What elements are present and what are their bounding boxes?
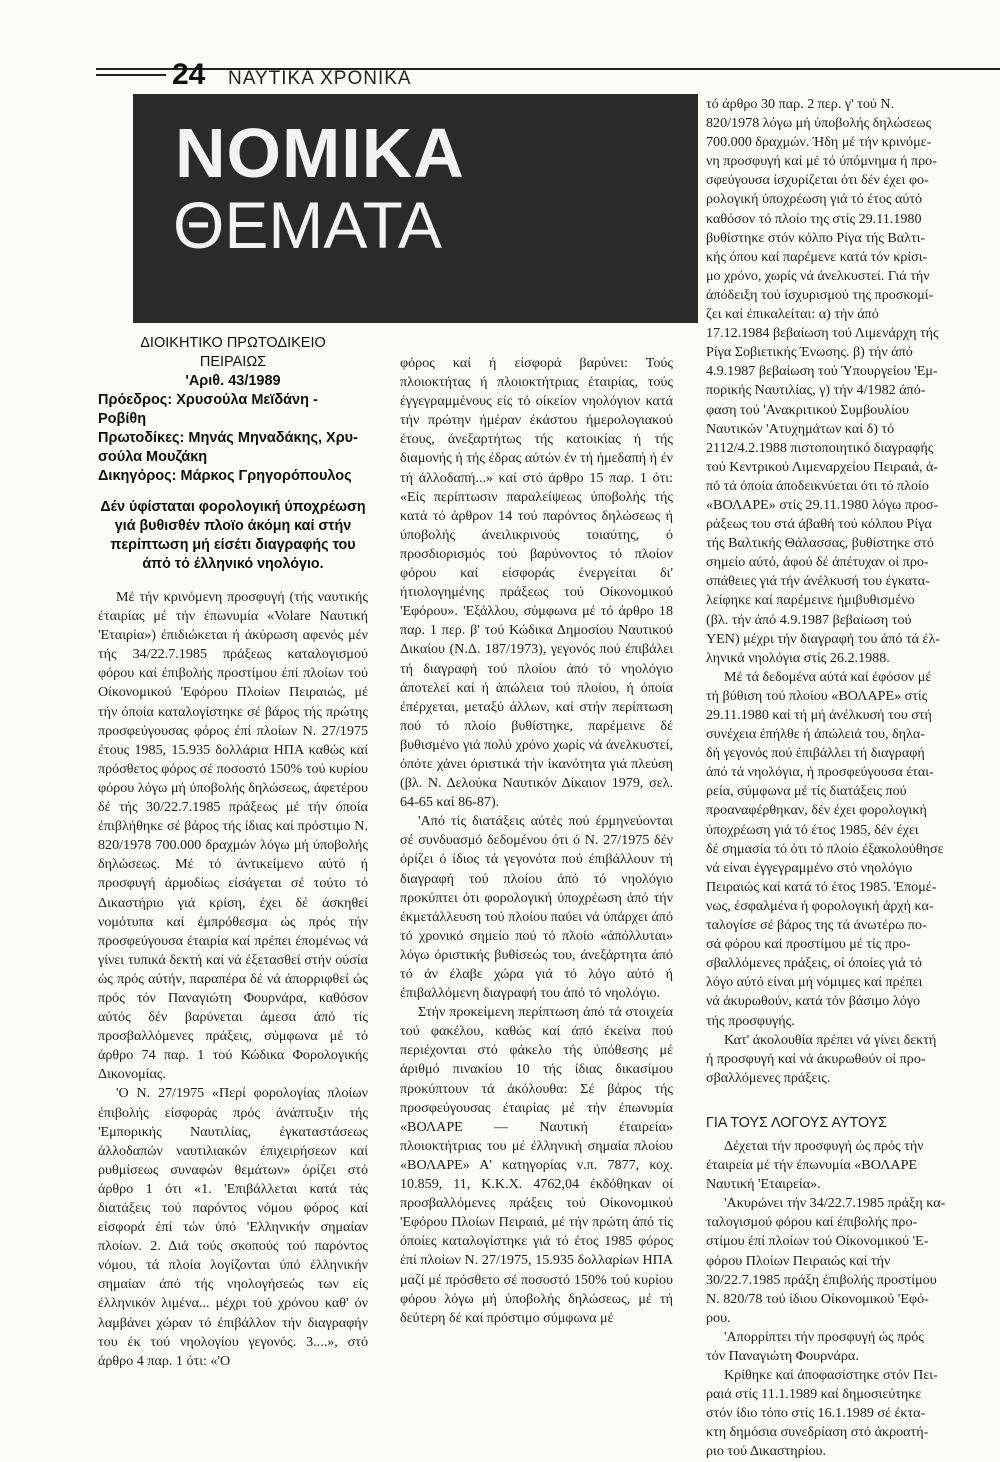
article-line: κής όπου καί παρέμενε κατά τόν κρίσι- <box>706 248 928 265</box>
article-line: 'Ακυρώνει τήν 34/22.7.1985 πράξη κα- <box>724 1195 946 1212</box>
article-line: ληνικά νηολόγια στίς 26.2.1988. <box>706 649 890 666</box>
article-line: μο χρόνο, χωρίς νά άνελκυστεί. Γιά τήν <box>706 267 930 284</box>
article-line: ζει καί έπικαλείται: α) τήν άπό <box>706 306 879 323</box>
article-line: τή βύθιση τού πλοίου «ΒΟΛΑΡΕ» στίς <box>706 687 928 704</box>
case-summary: Δέν ύφίσταται φορολογική ύποχρέωση γιά βυθισθέν πλοϊο άκόμη καί στήν περίπτωση μή είσέτι διαγραφής του άπό τό έλληνικό νηολόγιο. <box>100 499 366 572</box>
article-line: 4.9.1987 βεβαίωση τού Ύπουργείου 'Εμ- <box>706 363 938 380</box>
article-column-2 <box>400 354 673 1328</box>
article-line: Ναυτική 'Εταιρεία». <box>706 1176 821 1193</box>
article-line: Πειραιώς καί κατά τό έτος 1985. Έπομέ- <box>706 878 937 895</box>
article-line: ρεία, σύμφωνα μέ τίς διατάξεις πού <box>706 783 907 800</box>
article-paragraph: 'Από τίς διατάξεις αύτές πού έρμηνεύονται σέ συνδυασμό δεδομένου ότι ό Ν. 27/1975 δέν όρίζει ό ίδιος τά γεγονότα πού έπιβάλλουν τή διαγραφή τού πλοίου άπό τό νηολόγιο προκύπτει ότι φορολογική ύποχρέωση άπό τήν έκμετάλλευση τού πλοίου παύει νά ύπάρχει άπό τό χρονικό σημείο πού τό πλοίο «άπόλλυται» λόγω όριστικής βυθίσεώς του, άνεξάρτητα άπό τό άν έλαβε χώρα γιά τό λόγο αύτό ή έπιβαλλόμενη διαγραφή του άπό τό νηολόγιο. <box>400 813 673 1002</box>
article-line: ρολογική ύποχρέωση γιά τό έτος αύτό <box>706 191 923 208</box>
article-line: λόγο αύτό είναι μή νόμιμες καί πρέπει <box>706 974 923 991</box>
article-line: σβαλλόμενες πράξεις, οί όποίες γιά τό <box>706 955 922 972</box>
article-paragraph <box>706 668 998 1031</box>
article-line: Ρίγα Σοβιετικής Ένωσης. β) τήν άπό <box>706 344 913 361</box>
article-line: ΥΕΝ) μέχρι τήν διαγραφή του άπό τά έλ- <box>706 630 940 647</box>
article-line: σπάθειες γιά τήν άνέλκυσή του έγκατα- <box>706 573 930 590</box>
case-president: Πρόεδρος: Χρυσούλα Μεϊδάνη - Ροβίθη <box>98 392 318 427</box>
article-line: 30/22.7.1985 πράξη έπιβολής προστίμου <box>706 1271 937 1288</box>
case-lawyer: Δικηγόρος: Μάρκος Γρηγορόπουλος <box>98 468 352 484</box>
article-line: έταιρεία μέ τήν έπωνυμία «ΒΟΛΑΡΕ <box>706 1157 918 1174</box>
article-line: ραιά στίς 11.1.1989 καί δημοσιεύτηκε <box>706 1386 922 1403</box>
article-column-3 <box>706 95 998 1460</box>
article-line: καθόσον τό πλοίο της στίς 29.11.1980 <box>706 210 922 227</box>
article-line: τής Βαλτικής Θάλασσας, βυθίστηκε στό <box>706 535 934 552</box>
article-line: κτη δημόσια συνεδρίαση στό άκροατή- <box>706 1424 929 1441</box>
article-line: τό άρθρο 30 παρ. 2 περ. γ' τού Ν. <box>706 96 895 112</box>
article-line: άπόδειξη τού ίσχυρισμού της προσκομί- <box>706 286 934 303</box>
article-line: τής προσφυγής. <box>706 1012 795 1029</box>
article-line: 'Απορρίπτει τήν προσφυγή ώς πρός <box>724 1328 924 1345</box>
article-line: στόν ίδιο τόπο στίς 16.1.1989 σέ έκτα- <box>706 1405 926 1422</box>
case-judges-2: σούλα Μουζάκη <box>98 449 208 465</box>
article-paragraph: φόρος καί ή είσφορά βαρύνει: Τούς πλοιοκτήτας ή πλοιοκτήτριας έταιρίας, τούς έγγεγραμμένους είς τό οίκείον νηολόγιον κατά τήν πρώτην ήμέραν έκάστου ήμερολογιακού έτους, άνεξαρτήτως τής κατοικίας ή τής διαμονής ή τής έδρας αύτών έν τή ήμεδαπή ή έν τή άλλοδαπή...» καί στό άρθρο 15 παρ. 1 ότι: «Είς περίπτωσιν παραλείψεως ύποβολής τής κατά τό άρθρον 14 τού παρόντος δηλώσεως ή ύποβολής άνειλικρινούς τοιαύτης, ό προσδιορισμός τού βαρύνοντος τό πλοίον φόρου καί είσφοράς ένεργείται δι' ήτιολογημένης πράξεως τού Οίκονομικού 'Εφόρου». 'Εξάλλου, σύμφωνα μέ τό άρθρο 18 παρ. 1 περ. β' τού Κώδικα Δημοσίου Ναυτικού Δικαίου (Ν.Δ. 187/1973), γεγονός πού έπιβάλει τή διαγραφή τού πλοίου άπό τό νηολόγιο άποτελεί καί ή άπώλεια τού πλοίου, ή όποία έπέρχεται, μεταξύ άλλων, καί στήν περίπτωση πού τό πλοίο βυθίστηκε, παρέμεινε δέ βυθισμένο γιά πολύ χρόνο χωρίς νά άνελκυστεί, όπότε χάνει όριστικά τήν ίκανότητα γιά πλεύση (βλ. Ν. Δελούκα Ναυτικόν Δίκαιον 1979, σελ. 64-65 καί 86-87). <box>400 355 673 811</box>
article-line: νως, έσφαλμένα ή φορολογική άρχή κα- <box>706 897 934 914</box>
article-line: σημείο αύτό, άφού δέ άπέτυχαν οί προ- <box>706 554 929 571</box>
article-line: 2112/4.2.1988 πιστοποιητικό διαγραφής <box>706 439 934 456</box>
article-paragraph: 'Ο Ν. 27/1975 «Περί φορολογίας πλοίων έπιβολής είσφοράς πρός άνάπτυξιν τής 'Εμπορικής Ναυτιλίας, έγκαταστάσεως άλλοδαπών ναυτιλιακών έπιχειρήσεων καί ρυθμίσεως συναφών θεμάτων» όρίζει στό άρθρο 1 ότι «1. 'Επιβάλλεται κατά τάς διατάξεις τού παρόντος νόμου φόρος καί είσφορά έπί τών ύπό 'Ελληνικήν σημαίαν πλοίων. 2. Διά τούς σκοπούς τού παρόντος νόμου, τά πλοία λογίζονται ύπό έλληνικήν σημαίαν άπό τής νηολογήσεώς των είς έλληνικόν λιμένα... μέχρι τού χρόνου καθ' όν λαμβάνει χώραν τό έπιβάλλον τήν διαγραφήν του έκ τού νηολογίου γεγονός. 3....», στό άρθρο 4 παρ. 1 ότι: «'Ο <box>98 1085 368 1369</box>
article-paragraph <box>706 1366 998 1461</box>
article-line: σφεύγουσα ίσχυρίζεται ότι δέν έχει φο- <box>706 172 929 189</box>
article-line: ή προσφυγή καί νά άκυρωθούν οί προ- <box>706 1050 926 1067</box>
article-line: δέ σημασία τό ότι τό πλοίο έξακολούθησε <box>706 840 944 857</box>
article-line: φόρου Πλοίων Πειραιώς καί τήν <box>706 1252 891 1269</box>
article-line: Μέ τά δεδομένα αύτά καί έφόσον μέ <box>724 668 932 685</box>
court-name-line1: ΔΙΟΙΚΗΤΙΚΟ ΠΡΩΤΟΔΙΚΕΙΟ <box>140 335 326 351</box>
article-line: προαναφέρθηκαν, δέν έχει φορολογική <box>706 802 927 819</box>
article-line: λείφηκε καί παρέμεινε ήμιβυθισμένο <box>706 592 915 609</box>
page-number: 24 <box>172 58 206 91</box>
article-line: ράξεως του στά άβαθή τού κόλπου Ρίγα <box>706 516 932 533</box>
article-paragraph <box>706 1137 998 1194</box>
article-paragraph: Μέ τήν κρινόμενη προσφυγή (τής ναυτικής έταιρίας μέ τήν έπωνυμία «Volare Ναυτική 'Εταιρία») έπιδιώκεται ή άκύρωση αφενός μέν τής 34/22.7.1985 πράξεως καταλογισμού φόρου καί έπιβολής προστίμου έπί πλοίων τού Οίκονομικού 'Εφόρου Πλοίων Πειραιώς, μέ τήν όποία καταλογίστηκε σέ βάρος τής πρώτης προσφεύγουσας φόρος έπί πλοίων Ν. 27/1975 έτους 1985, 15.935 δολλάρια ΗΠΑ καθώς καί πρόσθετος φόρος σέ ποσοστό 150% τού κυρίου φόρου λόγω μή ύποβολής δηλώσεως, άφετέρου δέ τής 30/22.7.1985 πράξεως μέ τήν όποία έπιβλήθηκε σέ βάρος τής ίδιας καί πρόστιμο Ν. 820/1978 700.000 δραχμών λόγω μή ύποβολής δηλώσεως. Μέ τό άντικείμενο αύτό ή προσφυγή άρμοδίως είσάγεται σέ τούτο τό Δικαστήριο γιά κρίση, έχει δέ άσκηθεί νομότυπα καί έμπρόθεσμα ώς πρός τήν προσφεύγουσα έταιρία καί πρέπει έπομένως νά γίνει τυπικά δεκτή καί νά έξετασθεί στήν ούσία ώς πρός αύτήν, παραπέρα δέ νά άπορριφθεί ώς πρός τόν Παναγιώτη Φουρνάρα, καθόσον αύτός δέν βαρύνεται άμεσα άπό τίς προσβαλλόμενες πράξεις, σύμφωνα μέ τό άρθρο 74 παρ. 1 τού Κώδικα Φορολογικής Δικονομίας. <box>98 589 368 1083</box>
article-line: 820/1978 λόγω μή ύποβολής δηλώσεως <box>706 115 932 132</box>
article-line: 17.12.1984 βεβαίωση τού Λιμενάρχη τής <box>706 325 939 342</box>
court-name-line2: ΠΕΙΡΑΙΩΣ <box>199 354 267 370</box>
article-paragraph <box>706 1194 998 1328</box>
article-line: σά φόρου καί προστίμου μέ τίς προ- <box>706 936 911 953</box>
article-line: τόν Παναγιώτη Φουρνάρα. <box>706 1348 859 1364</box>
case-judges-1: Πρωτοδίκες: Μηνάς Μηναδάκης, Χρυ- <box>98 430 358 446</box>
magazine-name: ΝΑΥΤΙΚΑ ΧΡΟΝΙΚΑ <box>228 68 412 89</box>
article-line: Ναυτικών 'Ατυχημάτων καί δ) τό <box>706 420 895 437</box>
article-line: ρου. <box>706 1309 731 1326</box>
article-line: ριο τού Δικαστηρίου. <box>706 1443 827 1460</box>
article-paragraph <box>706 1328 998 1366</box>
article-line: «ΒΟΛΑΡΕ» στίς 29.11.1980 λόγω προσ- <box>706 496 939 513</box>
article-paragraph <box>706 1031 998 1088</box>
article-line: φαση τού 'Ανακριτικού Συμβουλίου <box>706 401 909 418</box>
article-column-1 <box>98 334 368 1371</box>
article-line: Κρίθηκε καί άποφασίστηκε στόν Πει- <box>724 1367 938 1384</box>
article-line: νά άκυρωθούν, κατά τόν βάσιμο λόγο <box>706 993 921 1010</box>
article-line: ταλογίσε σέ βάρος της τά άνωτέρω πο- <box>706 917 927 934</box>
article-line: πορικής Ναυτιλίας, γ) τήν 4/1982 άπό- <box>706 382 926 399</box>
section-title-line1: ΝΟΜΙΚΑ <box>175 114 465 192</box>
article-line: τού Κεντρικού Λιμεναρχείου Πειραιά, ά- <box>706 458 939 475</box>
article-line: ταλογισμού φόρου καί έπιβολής προ- <box>706 1214 918 1231</box>
article-line: 29.11.1980 καί τή μή άνέλκυσή του στή <box>706 707 932 723</box>
article-line: βυθίστηκε στόν κόλπο Ρίγα τής Βαλτι- <box>706 229 926 246</box>
article-line: νά είναι έγγεγραμμένο στό νηολόγιο <box>706 859 913 876</box>
section-title-line2: ΘΕΜΑΤΑ <box>173 188 442 262</box>
article-line: άπό τά νηολόγια, ή προσφεύγουσα έται- <box>706 764 934 781</box>
article-line: ύποχρέωση γιά τό έτος 1985, δέν έχει <box>706 821 919 838</box>
article-line: σβαλλόμενες πράξεις. <box>706 1069 831 1086</box>
article-line: (βλ. τήν άπό 4.9.1987 βεβαίωση τού <box>706 611 912 628</box>
article-line: Δέχεται τήν προσφυγή ώς πρός τήν <box>724 1137 924 1154</box>
article-line: πό τά όποία άποδεικνύεται ότι τό πλοίο <box>706 477 929 494</box>
article-line: συνέχεια έπήλθε ή άπώλειά του, δηλα- <box>706 726 925 743</box>
case-number: 'Αριθ. 43/1989 <box>185 373 281 389</box>
article-line: δή γεγονός πού έπιβάλλει τή διαγραφή <box>706 745 925 762</box>
verdict-heading: ΓΙΑ ΤΟΥΣ ΛΟΓΟΥΣ ΑΥΤΟΥΣ <box>706 1114 887 1131</box>
article-line: Ν. 820/78 τού ίδιου Οίκονομικού 'Εφό- <box>706 1290 929 1307</box>
article-line: νη προσφυγή καί μέ τό ύπόμνημα ή προ- <box>706 153 937 170</box>
section-title-box <box>133 94 698 323</box>
article-paragraph: Στήν προκείμενη περίπτωση άπό τά στοιχεία τού φακέλου, καθώς καί άπό έκείνα πού περιέχονται στό φάκελο τής ύπόθεσης μέ άριθμό πινακίου 10 τής ίδιας δικασίμου προκύπτουν τά άκόλουθα: Σέ βάρος τής προσφεύγουσας έταιρίας μέ τήν έπωνυμία «ΒΟΛΑΡΕ — Ναυτική έταιρεία» πλοιοκτήτριας του μέ έλληνική σημαία πλοίου «ΒΟΛΑΡΕ» Α' κατηγορίας ν.π. 7877, κοχ. 10.859, 11, Κ.Κ.Χ. 4762,04 έκδόθηκαν οί προσβαλλόμενες πράξεις τού Οίκονομικού 'Εφόρου Πλοίων Πειραιά, μέ τήν πρώτη άπό τίς όποίες καταλογίστηκε γιά τό έτος 1985 φόρος έπί πλοίων Ν. 27/1975, 15.935 δολλαρίων ΗΠΑ μαζί μέ πρόσθετο σέ ποσοστό 150% τού κυρίου φόρου λόγω μή ύποβολής δηλώσεως, μέ τή δεύτερη δέ καί πρόστιμο σύμφωνα μέ <box>400 1004 673 1326</box>
article-line: 700.000 δραχμών. Ήδη μέ τήν κρινόμε- <box>706 134 932 151</box>
article-paragraph <box>706 95 998 668</box>
article-line: Κατ' άκολουθία πρέπει νά γίνει δεκτή <box>724 1031 937 1048</box>
article-line: στίμου έπί πλοίων τού Οίκονομικού 'Ε- <box>706 1233 929 1250</box>
header-left-rule <box>96 74 166 76</box>
